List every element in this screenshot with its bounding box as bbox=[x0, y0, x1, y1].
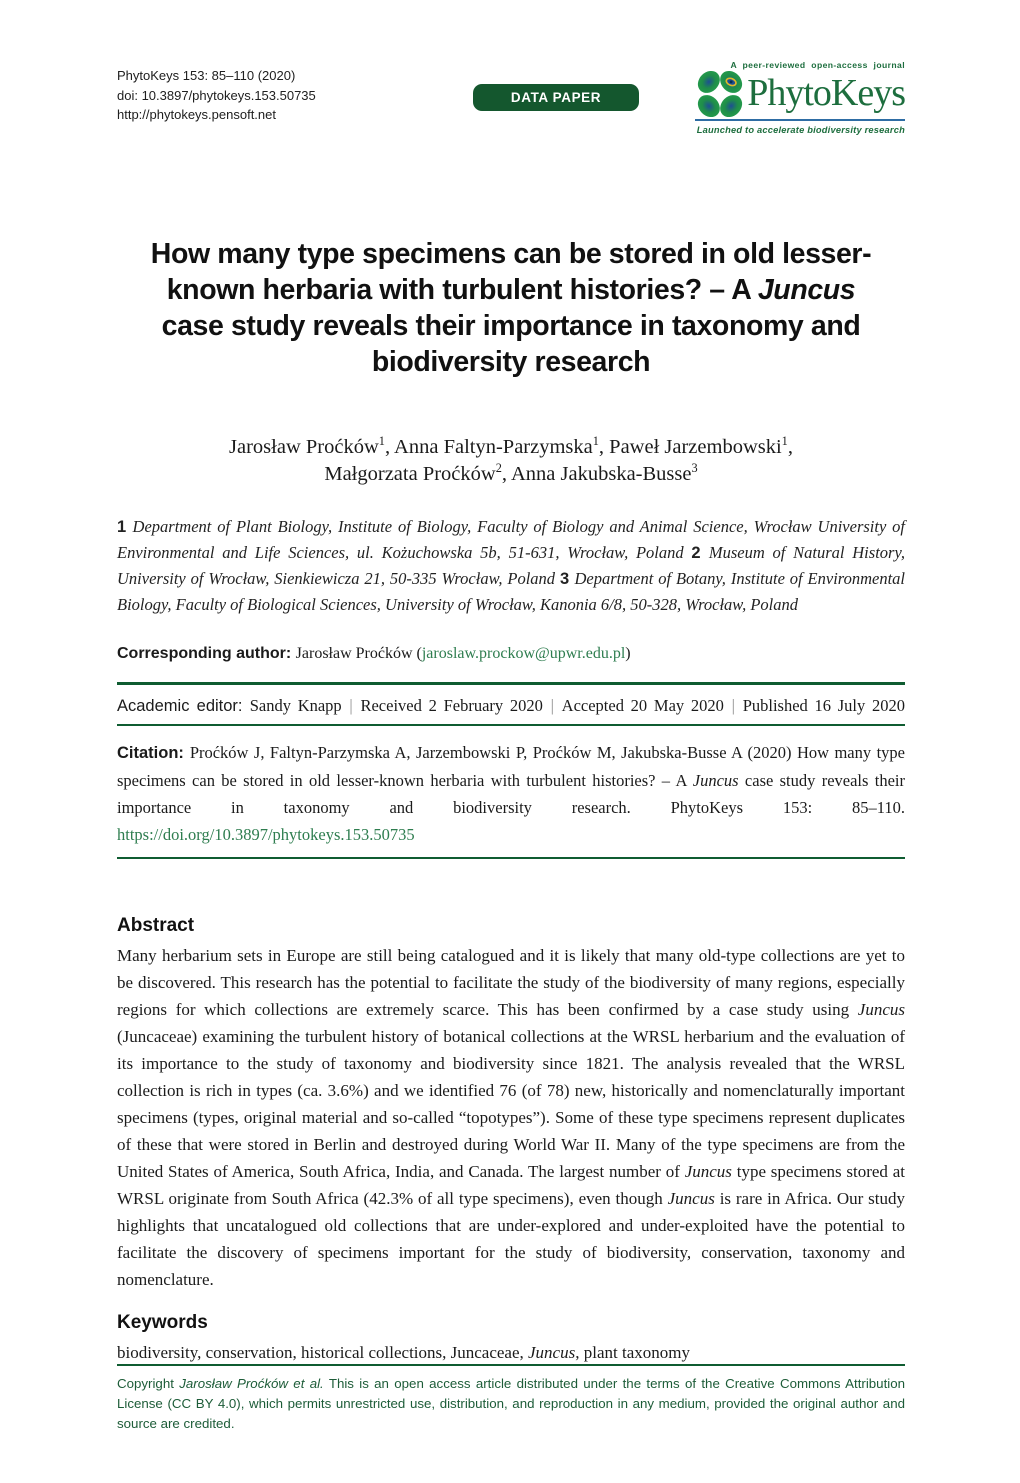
masthead bbox=[117, 60, 905, 140]
title-line: biodiversity research bbox=[371, 346, 651, 378]
badge-column bbox=[417, 66, 695, 111]
keywords-list: biodiversity, conservation, historical collections, Juncaceae, Juncus, plant taxonomy bbox=[117, 1342, 690, 1362]
title-line: case study reveals their importance in taxonomy and bbox=[161, 310, 861, 342]
logo-tagline-top: A peer-reviewed open-access journal bbox=[730, 60, 905, 70]
journal-url-link[interactable]: http://phytokeys.pensoft.net bbox=[117, 107, 276, 122]
email-link[interactable]: jaroslaw.prockow@upwr.edu.pl bbox=[421, 645, 626, 662]
copyright-notice: Copyright Jarosław Proćków et al. This is an open access article distributed under the terms of the Creative Commons Attribution License (CC BY 4.0), which permits unrestricted use, distribution, and reproduction in any medium, provided the original author and source are credited. bbox=[117, 1376, 906, 1431]
editor-and-dates-line: Academic editor: Sandy Knapp | Received 2 February 2020 | Accepted 20 May 2020 | Published 16 July 2020 bbox=[117, 696, 905, 715]
journal-info-block bbox=[117, 66, 417, 125]
data-paper-badge: DATA PAPER bbox=[473, 84, 639, 111]
citation-doi-link[interactable]: https://doi.org/10.3897/phytokeys.153.50735 bbox=[117, 824, 415, 844]
doi-line: doi: 10.3897/phytokeys.153.50735 bbox=[117, 87, 316, 103]
logo-tagline-bottom: Launched to accelerate biodiversity research bbox=[696, 125, 905, 135]
logo-row bbox=[695, 68, 905, 118]
citation-block: Citation: Proćków J, Faltyn-Parzymska A, Jarzembowski P, Proćków M, Jakubska-Busse A (2020) How many type specimens can be stored in old lesser-known herbaria with turbulent histories? – A Juncus case study reveals their importance in taxonomy and biodiversity research. PhytoKeys 153: 85–110. https://doi.org/10.3897/phytokeys.153.50735 bbox=[117, 742, 905, 844]
copyright-footer bbox=[117, 1364, 905, 1434]
title-line: How many type specimens can be stored in old lesser- bbox=[150, 238, 872, 270]
divider-citation bbox=[117, 857, 905, 859]
abstract-body: Many herbarium sets in Europe are still being catalogued and it is likely that many old-type collections are yet to be discovered. This research has the potential to facilitate the study of the biodiversity of many regions, especially regions for which collections are extremely scarce. This has been confirmed by a case study using Juncus (Juncaceae) examining the turbulent history of botanical collections at the WRSL herbarium and the evaluation of its importance to the study of taxonomy and biodiversity since 1821. The analysis revealed that the WRSL collection is rich in types (ca. 3.6%) and we identified 76 (of 78) new, historically and nomenclaturally important specimens (types, original material and so-called “topotypes”). Some of these type specimens represent duplicates of these that were stored in Berlin and destroyed during World War II. Many of the type specimens are from the United States of America, South Africa, India, and Canada. The largest number of Juncus type specimens stored at WRSL originate from South Africa (42.3% of all type specimens), even though Juncus is rare in Africa. Our study highlights that uncatalogued old collections that are under-explored and under-exploited have the potential to facilitate the discovery of specimens important for the study of biodiversity, conservation, taxonomy and nomenclature. bbox=[117, 945, 905, 1289]
clover-icon bbox=[694, 68, 746, 120]
author-line: Jarosław Proćków$^1$, Anna Faltyn-Parzymska$^1$, Paweł Jarzembowski$^1$, bbox=[229, 434, 793, 458]
phytokeys-logo bbox=[695, 60, 905, 135]
abstract-heading: Abstract bbox=[117, 914, 195, 936]
article-title bbox=[117, 236, 905, 380]
divider-footer bbox=[117, 1364, 905, 1366]
author-list bbox=[117, 434, 905, 488]
corresponding-author-line: Corresponding author: Jarosław Proćków (jaroslaw.prockow@upwr.edu.pl) bbox=[117, 645, 631, 662]
keywords-heading: Keywords bbox=[117, 1311, 208, 1333]
journal-ref: PhytoKeys 153: 85–110 (2020) bbox=[117, 68, 296, 83]
title-line: known herbaria with turbulent histories? – A Juncus bbox=[166, 274, 856, 306]
author-line: Małgorzata Proćków$^2$, Anna Jakubska-Busse$^3$ bbox=[324, 461, 698, 485]
divider-thin bbox=[117, 724, 905, 726]
affiliations: 1 Department of Plant Biology, Institute of Biology, Faculty of Biology and Animal Science, Wrocław University of Environmental and Life Sciences, ul. Kożuchowska 5b, 51-631, Wrocław, Poland 2 Museum of Natural History, University of Wrocław, Sienkiewicza 21, 50-335 Wrocław, Poland 3 Department of Botany, Institute of Environmental Biology, Faculty of Biological Sciences, University of Wrocław, Kanonia 6/8, 50-328, Wrocław, Poland bbox=[117, 517, 906, 614]
divider-thick bbox=[117, 682, 905, 685]
logo-wordmark: PhytoKeys bbox=[747, 72, 905, 114]
